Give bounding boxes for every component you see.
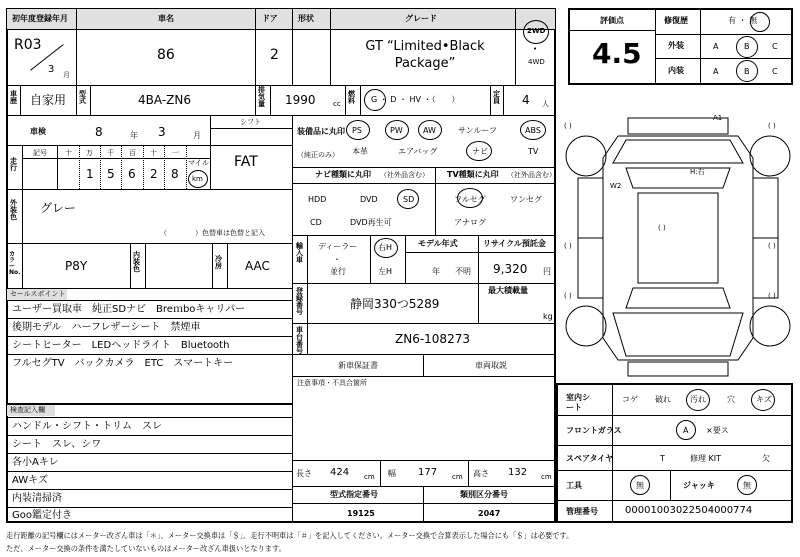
tv-analog: アナログ <box>454 218 486 227</box>
management-label: 管理番号 <box>566 507 598 516</box>
usage-label: 車歴 <box>10 90 17 105</box>
score-value: 4.5 <box>592 37 642 70</box>
svg-text:( ): ( ) <box>768 292 776 300</box>
navi-cd: CD <box>310 218 322 227</box>
first-reg-label: 初年度登録年月 <box>12 14 68 23</box>
chassis-value: ZN6-108273 <box>395 332 470 346</box>
grade-line2: Package” <box>394 56 456 71</box>
sales-point-2: 後期モデル ハーフレザーシート 禁煙車 <box>12 322 201 333</box>
warranty-manual: 車両取説 <box>475 361 507 370</box>
inspector-line-1: ハンドル・シフト・トリム スレ <box>12 421 162 432</box>
exterior-label: 外装色 <box>10 199 17 221</box>
glass-replace: ×要ス <box>706 426 729 435</box>
mileage-unit-2: 千 <box>107 149 114 157</box>
shift-label: シフト <box>240 118 261 126</box>
seat-yabure: 破れ <box>655 395 671 404</box>
recycle-value: 9,320 <box>493 262 528 276</box>
inspection-year-unit: 年 <box>130 131 138 140</box>
spare-kit: 修理 KIT <box>690 454 722 463</box>
int-grade-label: 内装 <box>668 66 684 75</box>
displacement-label: 排気量 <box>258 86 265 108</box>
mile-label: マイル <box>188 159 209 167</box>
diagram-w2: W2 <box>610 182 622 190</box>
length-unit: cm <box>364 473 375 481</box>
navi-type-note: （社外品含む） <box>380 171 429 179</box>
score-label: 評価点 <box>600 16 624 25</box>
mileage-unit-3: 百 <box>129 149 136 157</box>
recycle-unit: 円 <box>543 267 551 276</box>
first-reg-year: R03 <box>14 37 42 53</box>
handle-left: 左H <box>378 267 393 276</box>
max-load-label: 最大積載量 <box>488 286 528 295</box>
max-load-unit: kg <box>543 312 553 321</box>
sales-point-1: ユーザー買取車 純正SDナビ Breｍboキャリパー <box>12 304 246 315</box>
model-year-label: モデル年式 <box>418 239 458 248</box>
tv-type-label: TV種類に丸印 <box>447 170 499 179</box>
navi-type-label: ナビ種類に丸印 <box>315 170 371 179</box>
length-label: 長さ <box>296 469 312 478</box>
fuel-label: 燃料 <box>348 90 355 105</box>
footer-line1: 走行距離の記号欄にはメーター改ざん車は「＊」、メーター交換車は「＄」、走行不明車は「＃」を記入してください。メーター交換で合算表示した場合にも「＄」は必要です。 <box>6 531 574 540</box>
height-value: 132 <box>508 467 528 478</box>
first-reg-month-unit: 月 <box>63 71 70 79</box>
mileage-unit-5: 一 <box>172 149 179 157</box>
header-row <box>7 9 555 29</box>
displacement-unit: cc <box>333 100 341 108</box>
svg-text:( ): ( ) <box>564 122 572 130</box>
spare-t: T <box>660 454 665 463</box>
inspector-line-3: 各小Aキレ <box>12 457 59 468</box>
door-label: ドア <box>262 14 278 23</box>
inspector-line-2: シート スレ、シワ <box>12 439 102 450</box>
navi-hdd: HDD <box>308 195 327 204</box>
sales-point-3: シートヒーター LEDヘッドライト Bluetooth <box>12 340 230 351</box>
inspection-year: 8 <box>95 125 103 139</box>
mileage-digit-1: 5 <box>107 167 115 181</box>
equip-airbag: エアバッグ <box>398 147 438 156</box>
grade-label: グレード <box>405 14 437 23</box>
tools-value: 無 <box>636 481 644 490</box>
jack-value: 無 <box>743 481 751 490</box>
svg-text:( ): ( ) <box>564 242 572 250</box>
notes-label: 注意事項・不具合箇所 <box>297 379 367 387</box>
import-dealer: ディーラー <box>318 242 358 251</box>
door-count: 2 <box>270 47 279 63</box>
equipment-label: 装備品に丸印 <box>297 127 345 136</box>
navi-sd: SD <box>403 195 415 204</box>
height-label: 高さ <box>473 469 489 478</box>
equip-sunroof: サンルーフ <box>458 126 497 135</box>
displacement-value: 1990 <box>285 93 316 107</box>
capacity-unit: 人 <box>542 100 549 108</box>
mileage-digit-3: 2 <box>150 167 158 181</box>
car-name-label: 車名 <box>158 14 174 23</box>
length-value: 424 <box>330 467 350 478</box>
model-label: 型式 <box>79 90 86 105</box>
import-parallel: 並行 <box>330 267 346 276</box>
equip-ps: PS <box>352 126 362 135</box>
ac-value: AAC <box>245 259 270 273</box>
car-diagram <box>558 108 798 380</box>
sales-point-4: フルセグTV バックカメラ ETC スマートキー <box>12 358 234 369</box>
mileage-label: 走行 <box>10 157 17 172</box>
category-value: 2047 <box>478 509 501 518</box>
mileage-digit-4: 8 <box>171 167 179 181</box>
capacity-label: 定員 <box>493 90 500 105</box>
model-value: 4BA-ZN6 <box>138 93 191 107</box>
spare-label: スペアタイヤ <box>566 454 614 463</box>
mileage-unit-1: 万 <box>86 149 93 157</box>
chassis-label: 車台番号 <box>296 326 303 355</box>
inspector-label: 検査記入欄 <box>10 406 45 414</box>
svg-text:( ): ( ) <box>768 242 776 250</box>
equip-pw: PW <box>390 126 403 135</box>
repair-options: 有 ・ 無 <box>728 16 758 25</box>
drive-2wd: 2WD <box>527 27 546 35</box>
seat-kizu: キズ <box>756 395 772 404</box>
registration-label: 登録番号 <box>296 287 303 316</box>
color-no-label: カラーNo. <box>9 251 21 276</box>
capacity-value: 4 <box>522 93 530 107</box>
interior-label: 内装色 <box>133 251 140 273</box>
spare-none: 欠 <box>762 454 770 463</box>
ac-label: 冷房 <box>215 255 222 270</box>
inspector-line-4: AWキズ <box>12 475 48 486</box>
mileage-digit-2: 6 <box>128 167 136 181</box>
type-designation-value: 19125 <box>347 509 375 518</box>
mileage-sublabel: 記号 <box>33 149 47 157</box>
inspection-label: 車検 <box>30 127 46 136</box>
shift-value: FAT <box>234 154 258 170</box>
seat-koge: コゲ <box>622 395 638 404</box>
width-value: 177 <box>418 467 438 478</box>
glass-label: フロントガラス <box>566 426 622 435</box>
category-label: 類別区分番号 <box>460 490 508 499</box>
inspector-line-5: 内装清掃済 <box>12 493 62 504</box>
navi-dvd: DVD <box>360 195 378 204</box>
inspection-month-unit: 月 <box>193 131 201 140</box>
recycle-label: リサイクル預託金 <box>483 239 546 248</box>
tools-label: 工具 <box>566 481 582 490</box>
equip-abs: ABS <box>525 126 541 135</box>
mileage-digit-0: 1 <box>86 167 94 181</box>
equip-aw: AW <box>423 126 436 135</box>
diagram-hr: H:右 <box>690 168 705 176</box>
tv-oneseg: ワンセグ <box>510 195 542 204</box>
inspector-line-6: Goo鑑定付き <box>12 510 72 521</box>
seat-label: 室内シート <box>566 393 590 412</box>
tv-type-note: （社外品含む） <box>507 171 556 179</box>
svg-text:( ): ( ) <box>658 224 666 232</box>
jack-label: ジャッキ <box>683 481 715 490</box>
mileage-unit-4: 十 <box>150 149 157 157</box>
usage-value: 自家用 <box>30 93 67 107</box>
equipment-note: （純正のみ） <box>297 151 339 159</box>
repair-label: 修復歴 <box>664 16 688 25</box>
first-reg-month: 3 <box>48 64 55 75</box>
drive-dot: • <box>533 45 538 53</box>
shape-label: 形状 <box>298 14 314 23</box>
drive-4wd: 4WD <box>528 58 545 66</box>
exterior-value: グレー <box>40 201 77 215</box>
km-label: km <box>192 175 203 183</box>
glass-a: A <box>683 426 689 435</box>
width-label: 幅 <box>388 469 396 478</box>
import-dot: ・ <box>333 255 341 264</box>
sales-points-label: セールスポイント <box>10 290 66 298</box>
int-grade-b: B <box>744 67 750 76</box>
footer-line2: ただ、メーター交換の条件を満たしていないものはメーター改ざん車扱いとなります。 <box>6 544 286 553</box>
import-label: 輸入車 <box>296 242 303 264</box>
ext-grade-c: C <box>772 42 778 51</box>
height-unit: cm <box>541 473 552 481</box>
diagram-a1: A1 <box>713 114 723 122</box>
management-value: 00001003022504000774 <box>625 505 753 516</box>
grade-line1: GT “Limited•Black <box>365 39 485 54</box>
svg-text:( ): ( ) <box>564 292 572 300</box>
fuel-options: G ・ D ・ HV ・（ ） <box>371 95 460 104</box>
int-grade-c: C <box>772 67 778 76</box>
seat-yogore: 汚れ <box>690 395 706 404</box>
type-designation-label: 型式指定番号 <box>330 490 378 499</box>
warranty-new-car: 新車保証書 <box>338 361 378 370</box>
tv-fullseg: フルセグ <box>454 195 486 204</box>
model-year-unknown: 不明 <box>455 267 471 276</box>
equip-navi: ナビ <box>472 147 488 156</box>
model-year-unit: 年 <box>432 267 440 276</box>
equip-tv: TV <box>528 147 539 156</box>
navi-dvd-play: DVD再生可 <box>350 218 392 227</box>
ext-grade-b: B <box>744 42 750 51</box>
seat-ana: 穴 <box>727 395 735 404</box>
svg-text:( ): ( ) <box>768 122 776 130</box>
exterior-note: （ ）色替車は色替と記入 <box>160 229 265 237</box>
ext-grade-a: A <box>713 42 719 51</box>
width-unit: cm <box>452 473 463 481</box>
car-name: 86 <box>157 47 175 63</box>
registration-value: 静岡330つ5289 <box>350 297 440 311</box>
mileage-unit-0: 十 <box>65 149 72 157</box>
int-grade-a: A <box>713 67 719 76</box>
handle-right: 右H <box>378 243 393 252</box>
color-no-value: P8Y <box>65 259 88 273</box>
equip-leather: 本革 <box>352 147 368 156</box>
inspection-month: 3 <box>158 125 166 139</box>
ext-grade-label: 外装 <box>668 41 684 50</box>
